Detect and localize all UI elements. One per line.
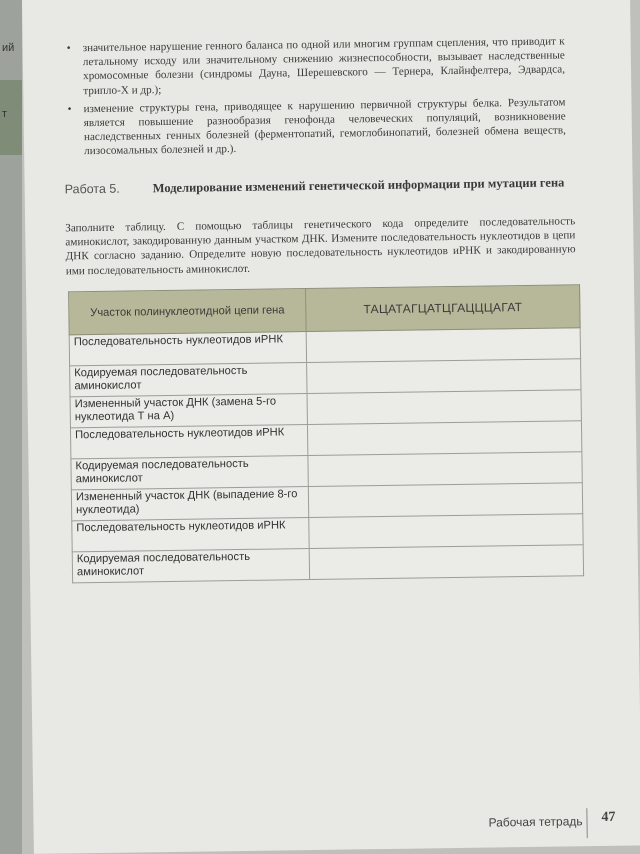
task-instructions: Заполните таблицу. С помощью таблицы генетического кода определите последовательность аминокислот, закодированную данным участком ДНК. Измените последовательность нуклеотидов в цепи ДНК согласно заданию. Определите новую последовательность нуклеотидов иРНК и закодированную ими последовательность аминокислот.	[65, 215, 576, 278]
left-page-edge	[0, 0, 22, 854]
footer-divider	[586, 808, 587, 838]
bullet-item: • изменение структуры гена, приводящее к нарушению первичной структуры белка. Результатом является повышение разнообразия генофонда человеческих популяций, возникновение наследственных генных болезней (ферментопатий, гемоглобинопатий, болезней обмена веществ, лизосомальных болезней и др.).	[65, 95, 566, 159]
work-title: Моделирование изменений генетической информации при мутации гена	[152, 175, 565, 196]
row-label: Кодируемая последовательность аминокислот	[72, 549, 309, 583]
table-row	[72, 545, 583, 583]
row-label: Кодируемая последовательность аминокислот	[71, 456, 308, 490]
row-label: Последовательность нуклеотидов иРНК	[72, 518, 309, 552]
left-page-text-fragment: ий	[2, 42, 15, 54]
answer-cell[interactable]	[308, 452, 582, 487]
row-label: Измененный участок ДНК (замена 5-го нуклеотида Т на А)	[70, 394, 307, 428]
answer-cell[interactable]	[307, 359, 581, 394]
answer-cell[interactable]	[307, 421, 581, 456]
header-dna-sequence: ТАЦАТАГЦАТЦГАЦЦЦАГАТ	[306, 285, 581, 332]
page-number: 47	[601, 809, 616, 825]
answer-cell[interactable]	[308, 483, 582, 518]
bullet-item: • значительное нарушение генного баланса по одной или многим группам сцепления, что приводит к летальному исходу или значительному снижению жизнеспособности, вызывает наследственные хромосомные болезни (синдромы Дауна, Шерешевского — Тернера, Клайнфелтера, Эдвардса, трипло-Х и др.);	[65, 34, 566, 98]
row-label: Последовательность нуклеотидов иРНК	[69, 332, 306, 366]
answer-cell[interactable]	[307, 390, 581, 425]
header-label-cell: Участок полинуклеотидной цепи гена	[69, 289, 307, 335]
row-label: Измененный участок ДНК (выпадение 8-го нуклеотида)	[71, 487, 308, 521]
work-heading	[64, 175, 575, 197]
mutation-table	[68, 284, 584, 583]
answer-cell[interactable]	[309, 545, 583, 580]
table-header-row	[69, 285, 581, 335]
row-label: Кодируемая последовательность аминокислот	[70, 363, 307, 397]
answer-cell[interactable]	[309, 514, 583, 549]
work-number: Работа 5.	[64, 181, 120, 197]
workbook-title: Рабочая тетрадь	[488, 814, 583, 830]
left-page-tab-text: т	[2, 108, 8, 120]
workbook-page	[22, 0, 640, 854]
left-page-tab	[0, 80, 22, 155]
bullet-list	[65, 34, 567, 163]
answer-cell[interactable]	[306, 328, 580, 363]
row-label: Последовательность нуклеотидов иРНК	[70, 425, 307, 459]
